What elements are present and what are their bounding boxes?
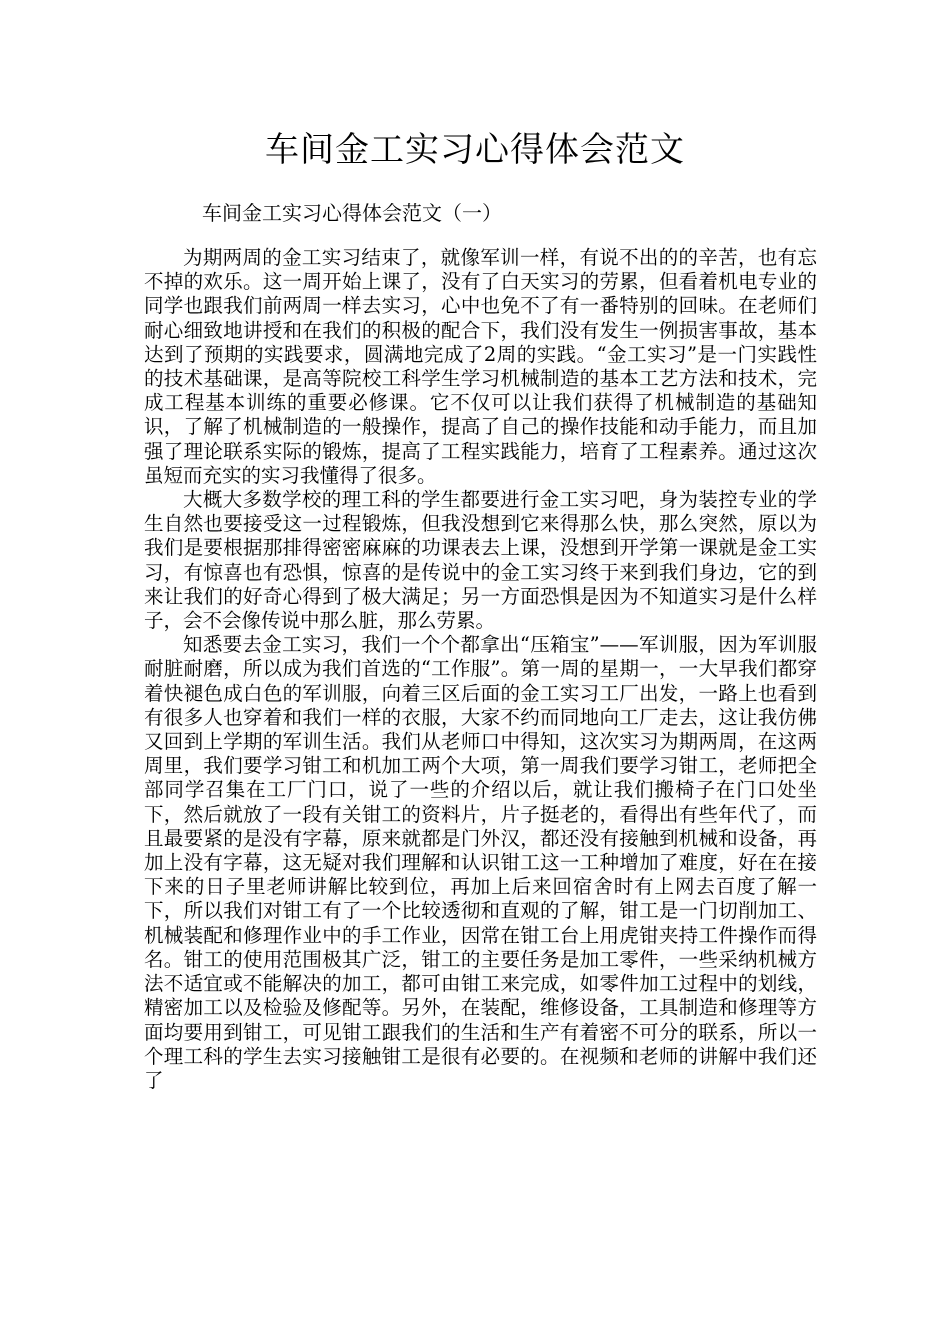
section-heading: 车间金工实习心得体会范文（一） bbox=[202, 201, 502, 225]
document-body bbox=[144, 246, 817, 1093]
paragraph-1: 为期两周的金工实习结束了，就像军训一样，有说不出的的辛苦，也有忘不掉的欢乐。这一周开始上课了，没有了白天实习的劳累，但看着机电专业的同学也跟我们前两周一样去实习，心中也免不了有一番特别的回味。在老师们耐心细致地讲授和在我们的积极的配合下，我们没有发生一例损害事故，基本达到了预期的实践要求，圆满地完成了2周的实践。“金工实习”是一门实践性的技术基础课，是高等院校工科学生学习机械制造的基本工艺方法和技术，完成工程基本训练的重要必修课。它不仅可以让我们获得了机械制造的基础知识，了解了机械制造的一般操作，提高了自己的操作技能和动手能力，而且加强了理论联系实际的锻炼，提高了工程实践能力，培育了工程素养。通过这次虽短而充实的实习我懂得了很多。 bbox=[144, 246, 817, 487]
paragraph-3: 知悉要去金工实习，我们一个个都拿出“压箱宝”——军训服，因为军训服耐脏耐磨，所以成为我们首选的“工作服”。第一周的星期一，一大早我们都穿着快褪色成白色的军训服，向着三区后面的金工实习工厂出发，一路上也看到有很多人也穿着和我们一样的衣服，大家不约而同地向工厂走去，这让我仿佛又回到上学期的军训生活。我们从老师口中得知，这次实习为期两周，在这两周里，我们要学习钳工和机加工两个大项，第一周我们要学习钳工，老师把全部同学召集在工厂门口，说了一些的介绍以后，就让我们搬椅子在门口处坐下，然后就放了一段有关钳工的资料片，片子挺老的，看得出有些年代了，而且最要紧的是没有字幕，原来就都是门外汉，都还没有接触到机械和设备，再加上没有字幕，这无疑对我们理解和认识钳工这一工种增加了难度，好在在接下来的日子里老师讲解比较到位，再加上后来回宿舍时有上网去百度了解一下，所以我们对钳工有了一个比较透彻和直观的了解，钳工是一门切削加工、机械装配和修理作业中的手工作业，因常在钳工台上用虎钳夹持工件操作而得名。钳工的使用范围极其广泛，钳工的主要任务是加工零件，一些采纳机械方法不适宜或不能解决的加工，都可由钳工来完成，如零件加工过程中的划线，精密加工以及检验及修配等。另外，在装配，维修设备，工具制造和修理等方面均要用到钳工，可见钳工跟我们的生活和生产有着密不可分的联系，所以一个理工科的学生去实习接触钳工是很有必要的。在视频和老师的讲解中我们还了 bbox=[144, 633, 817, 1092]
document-title: 车间金工实习心得体会范文 bbox=[265, 130, 685, 170]
paragraph-2: 大概大多数学校的理工科的学生都要进行金工实习吧，身为装控专业的学生自然也要接受这一过程锻炼，但我没想到它来得那么快，那么突然，原以为我们是要根据那排得密密麻麻的功课表去上课，没想到开学第一课就是金工实习，有惊喜也有恐惧，惊喜的是传说中的金工实习终于来到我们身边，它的到来让我们的好奇心得到了极大满足；另一方面恐惧是因为不知道实习是什么样子，会不会像传说中那么脏，那么劳累。 bbox=[144, 488, 817, 633]
